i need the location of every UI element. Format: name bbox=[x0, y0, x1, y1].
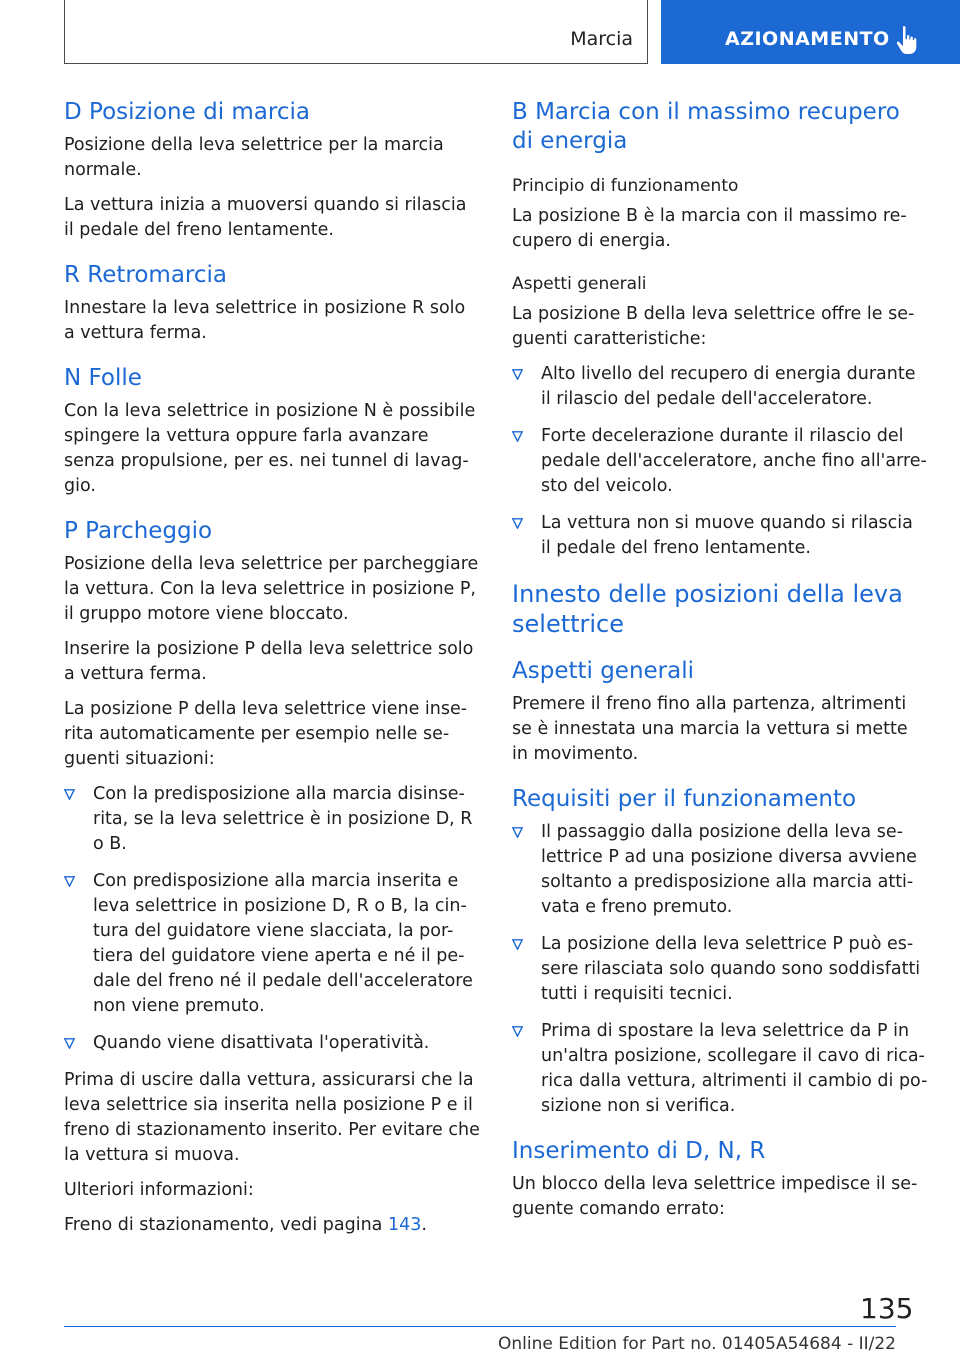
paragraph: Premere il freno fino alla partenza, altrimenti se è innestata una marcia la vettura si mette in movimento. bbox=[512, 694, 908, 764]
paragraph: Posizione della leva selettrice per la marcia normale. bbox=[64, 135, 444, 180]
footer-divider bbox=[64, 1326, 896, 1327]
paragraph: Posizione della leva selettrice per parcheggiare la vettura. Con la leva selettrice in posizione P, il gruppo motore viene bloccato. bbox=[64, 554, 479, 624]
triangle-bullet-icon bbox=[64, 1038, 75, 1049]
paragraph: La vettura inizia a muoversi quando si rilascia il pedale del freno lentamente. bbox=[64, 195, 467, 240]
paragraph: Prima di uscire dalla vettura, assicurarsi che la leva selettrice sia inserita nella posizione P e il freno di stazionamento inserito. Per evitare che la vettura si muova. bbox=[64, 1070, 480, 1165]
bullet-list bbox=[64, 782, 480, 1056]
triangle-bullet-icon bbox=[512, 431, 523, 442]
list-item bbox=[512, 1019, 928, 1119]
list-item bbox=[64, 1031, 480, 1056]
list-item-text: Con la predisposizione alla marcia disinse-rita, se la leva selettrice è in posizione D, R o B. bbox=[93, 784, 473, 854]
left-column bbox=[64, 98, 480, 1248]
header-section-title: Marcia bbox=[570, 28, 633, 50]
list-item-text: La vettura non si muove quando si rilascia il pedale del freno lentamente. bbox=[541, 513, 913, 558]
header-chapter-tab bbox=[661, 0, 960, 64]
list-item bbox=[512, 820, 928, 920]
list-item bbox=[512, 511, 928, 561]
page-reference-link[interactable]: 143 bbox=[388, 1215, 422, 1235]
triangle-bullet-icon bbox=[512, 369, 523, 380]
section-title-d: D Posizione di marcia bbox=[64, 99, 310, 125]
list-item-text: Prima di spostare la leva selettrice da P in un'altra posizione, scollegare il cavo di rica-rica dalla vettura, altrimenti il cambio di po-sizione non si verifica. bbox=[541, 1021, 928, 1116]
section-title-requisiti: Requisiti per il funzionamento bbox=[512, 786, 857, 812]
page-number: 135 bbox=[860, 1292, 914, 1325]
list-item bbox=[512, 362, 928, 412]
section-title-r: R Retromarcia bbox=[64, 262, 228, 288]
section-title-innesto: Innesto delle posizioni della leva selettrice bbox=[512, 580, 903, 638]
section-title-n: N Folle bbox=[64, 365, 142, 391]
paragraph: La posizione B è la marcia con il massimo re-cupero di energia. bbox=[512, 206, 907, 251]
list-item-text: Forte decelerazione durante il rilascio del pedale dell'acceleratore, anche fino all'arre-sto del veicolo. bbox=[541, 426, 927, 496]
triangle-bullet-icon bbox=[512, 827, 523, 838]
subheading: Aspetti generali bbox=[512, 274, 647, 294]
edition-text: Online Edition for Part no. 01405A54684 - II/22 bbox=[497, 1334, 896, 1354]
footer-edition bbox=[0, 1334, 896, 1354]
section-title-b: B Marcia con il massimo recupero di energia bbox=[512, 99, 900, 154]
list-item-text: Con predisposizione alla marcia inserita e leva selettrice in posizione D, R o B, la cin-tura del guidatore viene slacciata, la por-tiera del guidatore viene aperta e né il pe-dale del freno né il pedale dell'acceleratore non viene premuto. bbox=[93, 871, 473, 1016]
paragraph: Innestare la leva selettrice in posizione R solo a vettura ferma. bbox=[64, 298, 466, 343]
list-item bbox=[512, 932, 928, 1007]
triangle-bullet-icon bbox=[512, 1026, 523, 1037]
list-item bbox=[64, 869, 480, 1019]
list-item-text: Alto livello del recupero di energia durante il rilascio del pedale dell'acceleratore. bbox=[541, 364, 916, 409]
paragraph: Ulteriori informazioni: bbox=[64, 1180, 254, 1200]
paragraph-text-end: . bbox=[421, 1215, 427, 1235]
hand-pointer-icon bbox=[895, 25, 921, 55]
paragraph: Con la leva selettrice in posizione N è possibile spingere la vettura oppure farla avanzare senza propulsione, per es. nei tunnel di lavag-gio. bbox=[64, 401, 476, 496]
section-title-p: P Parcheggio bbox=[64, 518, 213, 544]
list-item bbox=[512, 424, 928, 499]
triangle-bullet-icon bbox=[64, 876, 75, 887]
paragraph: La posizione B della leva selettrice offre le se-guenti caratteristiche: bbox=[512, 304, 915, 349]
paragraph-with-link bbox=[64, 1213, 480, 1238]
paragraph: Inserire la posizione P della leva selettrice solo a vettura ferma. bbox=[64, 639, 474, 684]
header-chapter-title: AZIONAMENTO bbox=[725, 28, 890, 50]
paragraph: Un blocco della leva selettrice impedisce il se-guente comando errato: bbox=[512, 1174, 918, 1219]
section-title-inserimento: Inserimento di D, N, R bbox=[512, 1138, 766, 1164]
triangle-bullet-icon bbox=[512, 518, 523, 529]
list-item bbox=[64, 782, 480, 857]
list-item-text: Quando viene disattivata l'operatività. bbox=[93, 1033, 430, 1053]
section-title-aspetti: Aspetti generali bbox=[512, 658, 695, 684]
triangle-bullet-icon bbox=[64, 789, 75, 800]
right-column bbox=[512, 98, 928, 1232]
list-item-text: La posizione della leva selettrice P può es-sere rilasciata solo quando sono soddisfatti tutti i requisiti tecnici. bbox=[541, 934, 921, 1004]
bullet-list bbox=[512, 820, 928, 1119]
bullet-list bbox=[512, 362, 928, 561]
paragraph: La posizione P della leva selettrice viene inse-rita automaticamente per esempio nelle se-guenti situazioni: bbox=[64, 699, 468, 769]
header-left-box bbox=[64, 0, 648, 64]
subheading: Principio di funzionamento bbox=[512, 176, 739, 196]
list-item-text: Il passaggio dalla posizione della leva se-lettrice P ad una posizione diversa avviene soltanto a predisposizione alla marcia atti-vata e freno premuto. bbox=[541, 822, 917, 917]
paragraph-text: Freno di stazionamento, vedi pagina bbox=[64, 1215, 383, 1235]
triangle-bullet-icon bbox=[512, 939, 523, 950]
